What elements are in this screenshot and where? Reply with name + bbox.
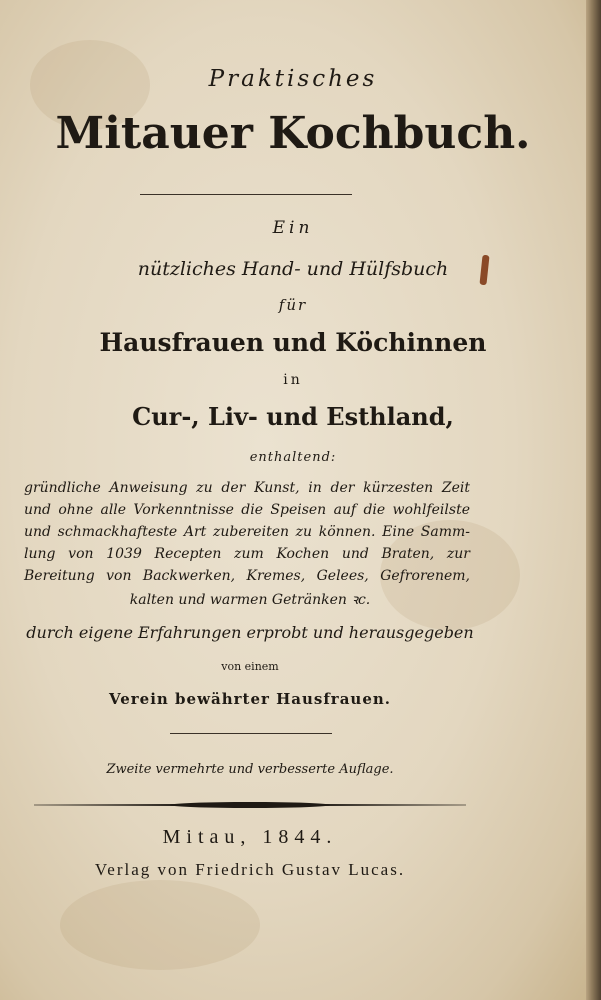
title-line-1: Praktisches	[208, 66, 378, 92]
edition-note: Zweite vermehrte und verbesserte Auflage.	[106, 762, 394, 777]
subtitle-fuer: für	[278, 296, 308, 314]
subtitle-handbook: nützliches Hand- und Hülfsbuch	[137, 258, 449, 280]
authorship-society: Verein bewährter Hausfrauen.	[108, 690, 392, 708]
description-line: kalten und warmen Getränken ꝛc.	[129, 592, 371, 608]
imprint-publisher: Verlag von Friedrich Gustav Lucas.	[94, 860, 406, 879]
book-title: Mitauer Kochbuch.	[55, 108, 531, 159]
imprint-place-year: Mitau, 1844.	[162, 826, 338, 848]
divider-rule	[170, 733, 332, 734]
description-line: lung von 1039 Recepten zum Kochen und Braten, zur	[24, 546, 470, 562]
description-line: und ohne alle Vorkenntnisse die Speisen auf die wohlfeilste	[24, 502, 470, 518]
subtitle-regions: Cur-, Liv- und Esthland,	[132, 402, 454, 431]
authorship-von-einem: von einem	[221, 660, 279, 673]
divider-rule	[140, 194, 352, 195]
description-line: gründliche Anweisung zu der Kunst, in der kürzesten Zeit	[24, 480, 470, 496]
imprint-rule-ornament	[170, 802, 330, 808]
authorship-line: durch eigene Erfahrungen erprobt und herausgegeben	[26, 623, 474, 642]
paper-stain	[60, 880, 260, 970]
book-spine-edge	[586, 0, 601, 1000]
subtitle-in: in	[283, 372, 303, 388]
description-line: Bereitung von Backwerken, Kremes, Gelees, Gefrorenem,	[24, 568, 470, 584]
subtitle-audience: Hausfrauen und Köchinnen	[99, 328, 487, 357]
description-line: und schmackhafteste Art zubereiten zu können. Eine Samm-	[24, 524, 470, 540]
subtitle-ein: Ein	[272, 218, 314, 238]
subtitle-enthaltend: enthaltend:	[249, 450, 337, 465]
